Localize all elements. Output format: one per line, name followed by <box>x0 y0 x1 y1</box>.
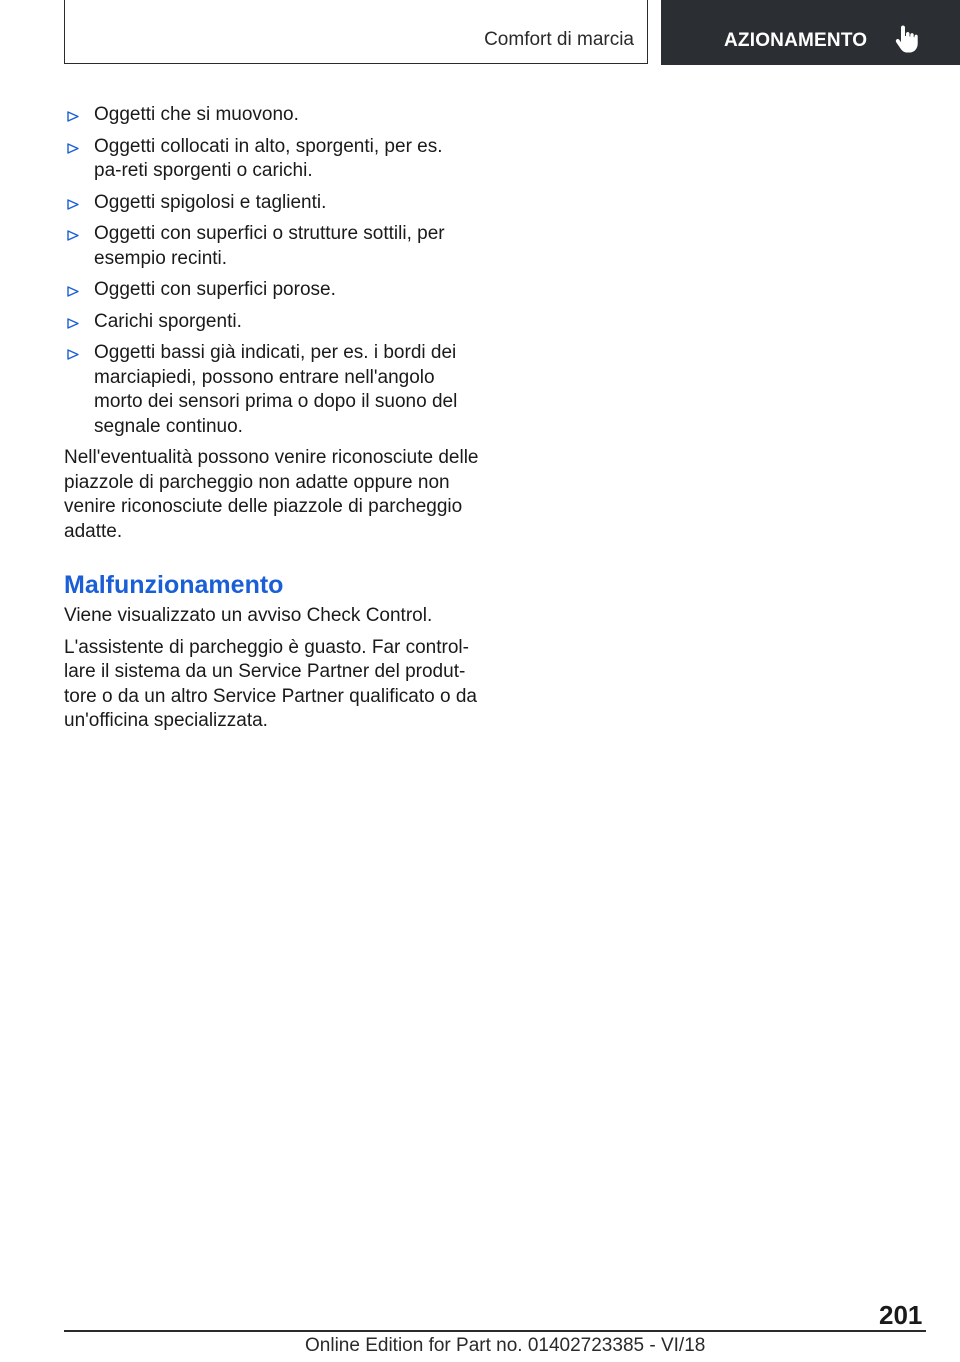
body-paragraph: Viene visualizzato un avviso Check Control. <box>64 605 433 626</box>
header-section-box <box>64 0 648 64</box>
main-content <box>64 103 479 741</box>
list-item <box>64 278 479 303</box>
list-item <box>64 191 479 216</box>
list-item-text: Oggetti con superfici porose. <box>94 279 336 300</box>
list-item-text: Oggetti bassi già indicati, per es. i bordi dei marciapiedi, possono entrare nell'angolo morto dei sensori prima o dopo il suono del segnale continuo. <box>94 342 458 437</box>
section-heading: Malfunzionamento <box>64 571 284 599</box>
page-number: 201 <box>879 1300 923 1330</box>
list-item-text: Oggetti con superfici o strutture sottili, per esempio recinti. <box>94 223 445 269</box>
footer-divider <box>64 1330 926 1332</box>
list-item <box>64 222 479 271</box>
list-item <box>64 310 479 335</box>
body-paragraph: Nell'eventualità possono venire riconosciute delle piazzole di parcheggio non adatte oppure non venire riconosciute delle piazzole di parcheggio adatte. <box>64 447 479 542</box>
pointing-hand-icon <box>894 25 920 53</box>
list-item-text: Carichi sporgenti. <box>94 310 242 332</box>
chapter-tab <box>661 0 960 65</box>
triangle-bullet-icon <box>67 230 79 241</box>
triangle-bullet-icon <box>67 143 79 154</box>
list-item-text: Oggetti collocati in alto, sporgenti, per es. pa-reti sporgenti o carichi. <box>94 135 443 181</box>
triangle-bullet-icon <box>67 111 79 122</box>
triangle-bullet-icon <box>67 318 79 329</box>
list-item <box>64 135 479 184</box>
chapter-title: AZIONAMENTO <box>724 30 868 51</box>
footer-edition: Online Edition for Part no. 01402723385 - VI/18 <box>305 1335 706 1356</box>
list-item <box>64 103 479 128</box>
triangle-bullet-icon <box>67 349 79 360</box>
triangle-bullet-icon <box>67 286 79 297</box>
triangle-bullet-icon <box>67 199 79 210</box>
bullet-list <box>64 103 479 439</box>
body-paragraph: L'assistente di parcheggio è guasto. Far controllare il sistema da un Service Partner del produttore o da un altro Service Partner qualificato o da un'officina specializzata. <box>64 636 477 731</box>
list-item-text: Oggetti spigolosi e taglienti. <box>94 191 327 213</box>
list-item <box>64 341 479 439</box>
section-title: Comfort di marcia <box>484 29 634 50</box>
list-item-text: Oggetti che si muovono. <box>94 104 299 125</box>
